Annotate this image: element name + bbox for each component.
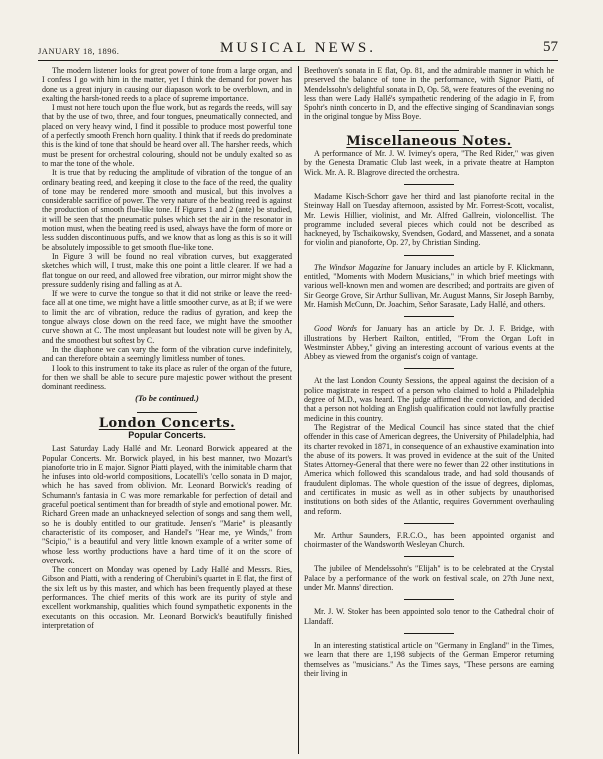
- section-title-miscellaneous-notes: Miscellaneous Notes.: [346, 133, 512, 149]
- news-item: At the last London County Sessions, the appeal against the decision of a police magistrate in respect of a person who claimed to hold a Philadelphia degree of M.D., was heard. The judge affirmed the conviction, and decided that a person not holding an English qualification could not lawfully practise medicine in this country.: [304, 376, 554, 423]
- news-item: [304, 263, 554, 309]
- news-item: In an interesting statistical article on "Germany in England" in the Times, we learn that there are 1,198 subjects of the German Emperor returning themselves as "musicians." As the Times says, "These persons are earning their living in: [304, 640, 554, 678]
- header-rule: [38, 60, 558, 61]
- magazine-title: Good Words: [314, 324, 357, 334]
- news-item: The jubilee of Mendelssohn's "Elijah" is to be celebrated at the Crystal Palace by a performance of the work on festival scale, on 27th June next, under Mr. Manns' direction.: [304, 564, 554, 593]
- item-separator: [404, 184, 454, 185]
- continued-note: (To be continued.): [135, 393, 199, 404]
- article-paragraph: It is true that by reducing the amplitude of vibration of the tongue of an ordinary beating reed, and keeping it close to the face of the reed, the quality of tone may be rendered more smooth and musical, but this involves a considerable sacrifice of power. The very nature of the beating reed is against the production of smooth flue-like tone. If Figures 1 and 2 (ante) be studied, it will be seen that the pneumatic pulses which set the air in the resonator in motion must, when the beating reed is used, always have the form of more or less sudden discontinuous puffs, and we know that as long as this is so it will be absolutely impossible to get smooth flue-like tone.: [42, 168, 292, 252]
- article-paragraph: Beethoven's sonata in E flat, Op. 81, and the admirable manner in which he preserved the balance of tone in the performance, with Signor Piatti, of Mendelssohn's delightful sonata in D, Op. 58, were features of the evening no less than were Lady Hallé's sympathetic rendering of the adagio in F, from Spohr's ninth concerto in D, and the effective singing of Scandinavian songs in the original tongue by Miss Boye.: [304, 66, 554, 122]
- news-item: The Registrar of the Medical Council has since stated that the chief offender in this case of American degrees, the University of Philadelphia, had its charter revoked in 1871, in consequence of an exhaustive examination into the abuse of its powers. It was proved in evidence at the suit of the United States Attorney-General that there were no fewer than 22 other institutions in America which followed this scandalous trade, and had sold thousands of fraudulent diplomas. The whole question of the issue of degrees, diplomas, and certificates in music as well as in other subjects by unauthorised institutions on both sides of the Atlantic, requires Government overhauling and reform.: [304, 422, 554, 516]
- article-paragraph: If we were to curve the tongue so that it did not strike or leave the reed-face all at one time, we might have a little smoother curve, as at B; if we were to limit the arc of vibration, reduce the radius of gyration, and keep the tongue always close down on the reed face, we might have the smoother curve shown at C. The most unpleasant but loudest note will be given by A, and the smoothest but softest by C.: [42, 289, 292, 345]
- section-title-london-concerts: London Concerts.: [98, 415, 236, 431]
- item-separator: [404, 599, 454, 600]
- news-item-text: for January includes an article by F. Klickmann, entitled, "Moments with Modern Musicians," in which brief meetings with various well-known men and women are described; and portraits are given of Sir George Grove, Sir Arthur Sullivan, Mr. August Manns, Sir Joseph Barnby, Mr. Hamish McCunn, Dr. Joachim, Señor Sarasate, Lady Hallé, and others.: [304, 262, 554, 309]
- article-paragraph: I look to this instrument to take its place as ruler of the organ of the future, for then we shall be able to secure pure majestic power without the present dominant reediness.: [42, 363, 292, 392]
- article-paragraph: Last Saturday Lady Hallé and Mr. Leonard Borwick appeared at the Popular Concerts. Mr. Borwick played, in his best manner, two Mozart's pianoforte trio in E major. Signor Piatti played, with the inimitable charm that he infuses into old-world compositions, Locatelli's 'cello sonata in D major, which he has saved from oblivion. Mr. Leonard Borwick's reading of Schumann's fantasia in C was more remarkable for perfection of detail and graceful poetical sentiment than for breadth of style and emotional power. Mr. Richard Green made an unhackneyed selection of songs and sang them well, so he is doubly entitled to our gratitude. Jensen's "Marie" is pleasantly characteristic of its composer, and Handel's "Hear me, ye Winds," from "Scipio," is a beautiful and very little known example of a writer some of whose less worthy productions have a hard time of it on the score of overwork.: [42, 444, 292, 565]
- page-header: [38, 38, 558, 60]
- page-number: 57: [543, 39, 558, 55]
- publication-title: MUSICAL NEWS.: [220, 40, 376, 56]
- news-item-text: for January has an article by Dr. J. F. Bridge, with illustrations by Herbert Railton, entitled, "From the Organ Loft in Westminster Abbey," giving an interesting account of various events at the Abbey as viewed from the organist's coign of vantage.: [304, 324, 554, 362]
- news-item: A performance of Mr. J. W. Ivimey's opera, "The Red Rider," was given by the Genesta Dramatic Club last week, in a private theatre at Hampton Wick. Mr. A. R. Blagrove directed the orchestra.: [304, 149, 554, 177]
- news-item: Madame Kisch-Schorr gave her third and last pianoforte recital in the Steinway Hall on Tuesday afternoon, assisted by Mr. Forrest-Scott, vocalist, Mr. Lewis Hillier, violinist, and Mr. Alfred Gallrein, violoncellist. The programme included several pieces which could not be described as hackneyed, by Tschaikowsky, Svendsen, Godard, and Massenet, and a sonata for violin and pianoforte, Op. 27, by Christian Sinding.: [304, 191, 554, 248]
- column-divider: [298, 66, 299, 754]
- section-divider: [399, 130, 459, 131]
- left-column: [42, 66, 292, 630]
- magazine-title: The Windsor Magazine: [314, 262, 391, 272]
- item-separator: [404, 633, 454, 634]
- article-paragraph: I must not here touch upon the flue work, but as regards the reeds, will say that by the use of two, three, and four tongues, pneumatically connected, and placed on very heavy wind, I find it possible to produce most powerful tone of a perfectly smooth French horn quality. I think that if reeds do predominate this is the kind of tone that should be heard over all. The harsher reeds, which must be present for orchestral colouring, should not be unduly exalted so as to mar the tone of the whole.: [42, 103, 292, 168]
- issue-date: JANUARY 18, 1896.: [38, 46, 120, 56]
- article-paragraph: The modern listener looks for great power of tone from a large organ, and I confess I go with him in the matter, yet I think the demand for power has done us a great injury in causing our diapason work to be overblown, and in exalting the harsh-toned reeds to a place of supreme importance.: [42, 66, 292, 103]
- section-divider: [137, 412, 197, 413]
- right-column: [304, 66, 554, 678]
- item-separator: [404, 316, 454, 317]
- news-item: Mr. Arthur Saunders, F.R.C.O., has been appointed organist and choirmaster of the Wandsworth Wesleyan Church.: [304, 530, 554, 550]
- item-separator: [404, 556, 454, 557]
- item-separator: [404, 255, 454, 256]
- article-paragraph: In the diaphone we can vary the form of the vibration curve indefinitely, and can therefore obtain a seemingly limitless number of tones.: [42, 344, 292, 364]
- item-separator: [404, 368, 454, 369]
- item-separator: [404, 523, 454, 524]
- article-paragraph: In Figure 3 will be found no real vibration curves, but exaggerated sketches which will, I trust, make this one point a little clearer. If we had a flat tongue on our reed, and allowed free vibration, our mirror might show the pressure suddenly rising and falling as at A.: [42, 251, 292, 289]
- article-paragraph: The concert on Monday was opened by Lady Hallé and Messrs. Ries, Gibson and Piatti, with a rendering of Cherubini's quartet in E flat, the first of the six left us by this master, and which has been frequently played at these performances. The chief merits of this work are its purity of style and excellent workmanship, qualities which found sympathetic exponents in the executants on this occasion. Mr. Leonard Borwick's beautifully finished interpretation of: [42, 565, 292, 630]
- news-item: [304, 324, 554, 361]
- news-item: Mr. J. W. Stoker has been appointed solo tenor to the Cathedral choir of Llandaff.: [304, 607, 554, 626]
- subsection-title-popular-concerts: Popular Concerts.: [128, 429, 206, 440]
